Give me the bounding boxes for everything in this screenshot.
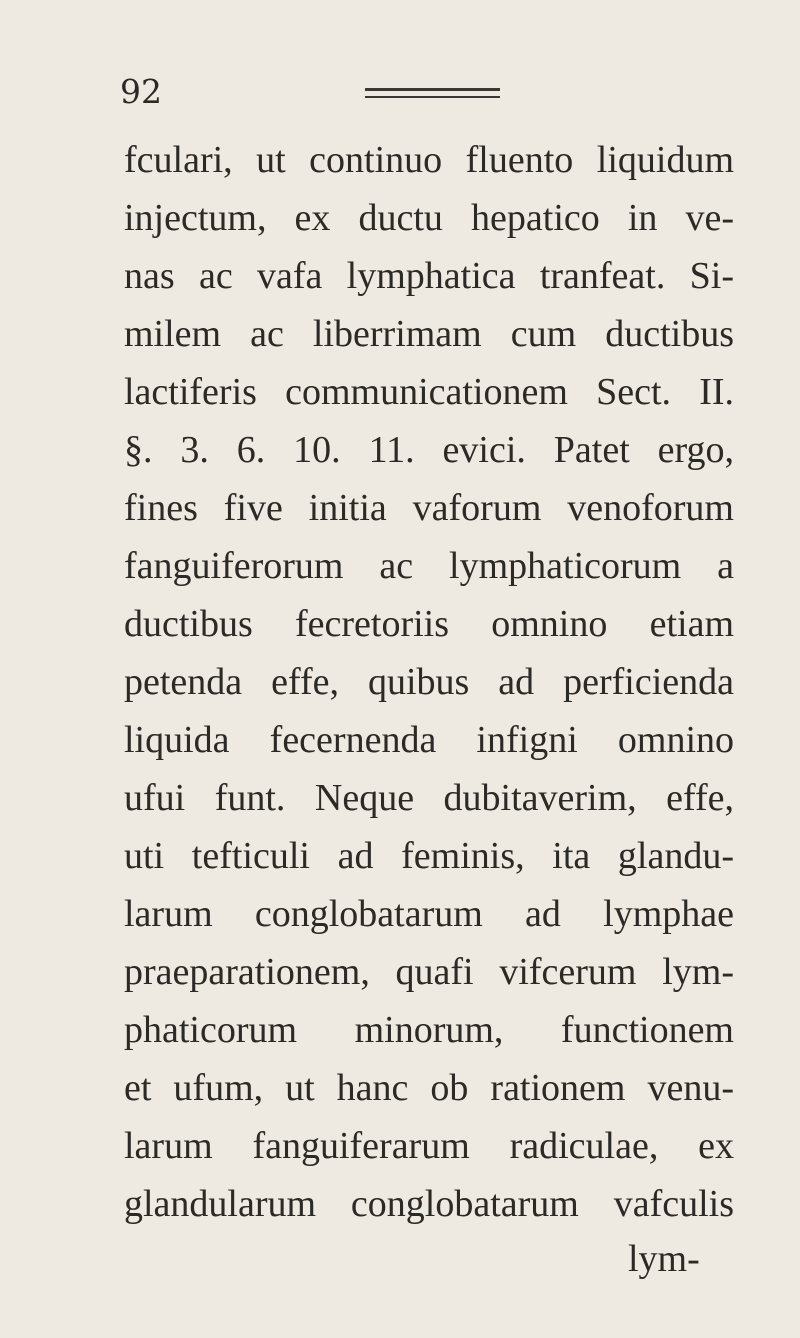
text-line: et ufum, ut hanc ob rationem venu-	[124, 1067, 734, 1109]
catchword: lym-	[628, 1238, 700, 1280]
text-line: nas ac vafa lymphatica tranfeat. Si-	[124, 255, 734, 297]
text-line: praeparationem, quafi vifcerum lym-	[124, 951, 734, 993]
text-line: ufui funt. Neque dubitaverim, effe,	[124, 777, 734, 819]
page-number: 92	[120, 72, 162, 111]
text-line: liquida fecernenda infigni omnino	[124, 719, 734, 761]
text-line: larum fanguiferarum radiculae, ex	[124, 1125, 734, 1167]
text-line: fculari, ut continuo fluento liquidum	[124, 139, 734, 181]
text-line: fines five initia vaforum venoforum	[124, 487, 734, 529]
text-line: fanguiferorum ac lymphaticorum a	[124, 545, 734, 587]
text-line: phaticorum minorum, functionem	[124, 1009, 734, 1051]
text-line: petenda effe, quibus ad perficienda	[124, 661, 734, 703]
text-line: ductibus fecretoriis omnino etiam	[124, 603, 734, 645]
body-text	[124, 131, 734, 1233]
text-line: injectum, ex ductu hepatico in ve-	[124, 197, 734, 239]
text-line: uti tefticuli ad feminis, ita glandu-	[124, 835, 734, 877]
text-line: milem ac liberrimam cum ductibus	[124, 313, 734, 355]
header-rule	[365, 88, 500, 98]
text-line: larum conglobatarum ad lymphae	[124, 893, 734, 935]
text-line: glandularum conglobatarum vafculis	[124, 1183, 734, 1225]
text-line: §. 3. 6. 10. 11. evici. Patet ergo,	[124, 429, 734, 471]
text-line: lactiferis communicationem Sect. II.	[124, 371, 734, 413]
